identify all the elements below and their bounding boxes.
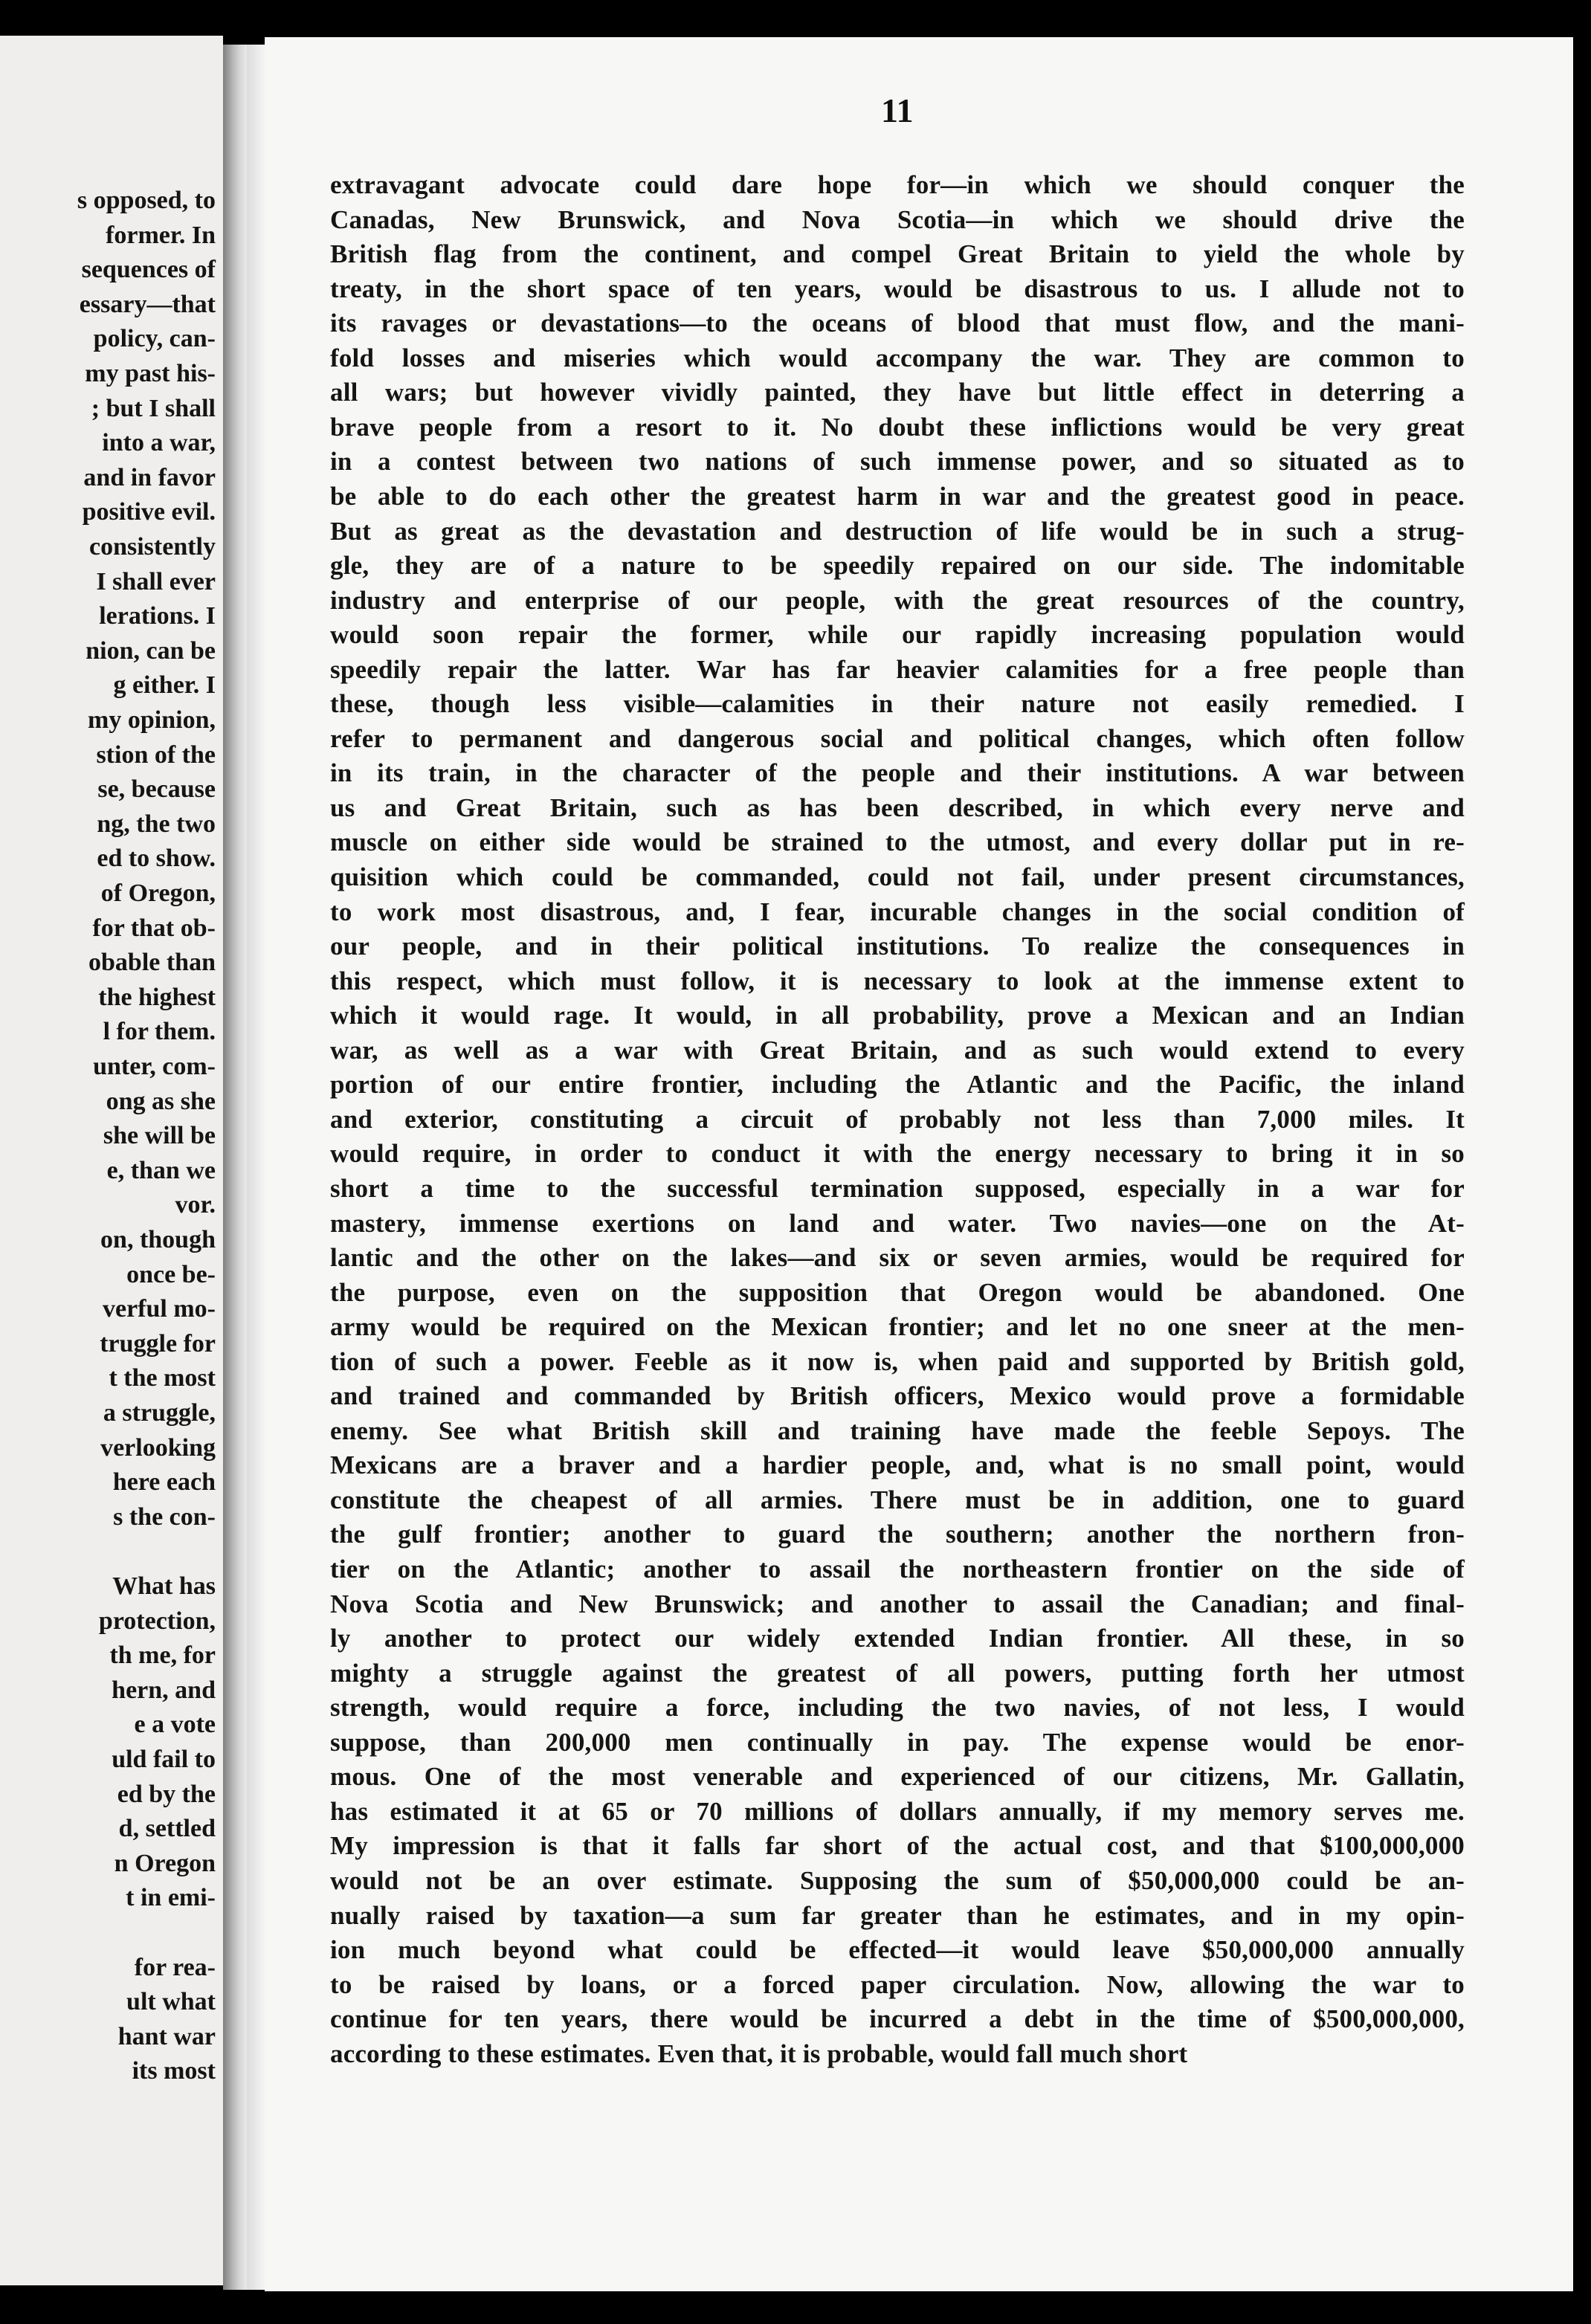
facing-page-line: verful mo- xyxy=(102,1295,216,1323)
facing-page-edge xyxy=(0,36,223,2285)
text-line: fold losses and miseries which would accompany the war. They are common to xyxy=(330,343,1465,372)
text-line: ion much beyond what could be effected—it would leave $50,000,000 annually xyxy=(330,1935,1465,1965)
text-line: muscle on either side would be strained to the utmost, and every dollar put in re- xyxy=(330,827,1465,857)
facing-page-line: into a war, xyxy=(102,429,216,457)
text-line: which it would rage. It would, in all probability, prove a Mexican and an Indian xyxy=(330,1001,1465,1030)
facing-page-line: d, settled xyxy=(118,1815,216,1843)
text-line: lantic and the other on the lakes—and six or seven armies, would be required for xyxy=(330,1243,1465,1273)
text-line: constitute the cheapest of all armies. There must be in addition, one to guard xyxy=(330,1485,1465,1514)
facing-page-line: se, because xyxy=(97,775,216,804)
text-line: gle, they are of a nature to be speedily repaired on our side. The indomitable xyxy=(330,551,1465,581)
facing-page-line: a struggle, xyxy=(103,1399,216,1427)
text-line: strength, would require a force, including the two navies, of not less, I would xyxy=(330,1693,1465,1723)
facing-page-line: vor. xyxy=(175,1191,216,1219)
text-line: portion of our entire frontier, including the Atlantic and the Pacific, the inland xyxy=(330,1070,1465,1100)
facing-page-line: ; but I shall xyxy=(91,394,216,422)
facing-page-line: my past his- xyxy=(85,360,216,387)
text-line: continue for ten years, there would be incurred a debt in the time of $500,000,000, xyxy=(330,2004,1465,2034)
facing-page-line: stion of the xyxy=(96,740,216,769)
facing-page-line: essary—that xyxy=(79,290,216,318)
text-line: brave people from a resort to it. No doubt these inflictions would be very great xyxy=(330,412,1465,442)
text-line: these, though less visible—calamities in their nature not easily remedied. I xyxy=(330,689,1465,719)
facing-page-line: consistently xyxy=(89,533,216,561)
text-line: short a time to the successful termination supposed, especially in a war for xyxy=(330,1173,1465,1203)
facing-page-line: she will be xyxy=(103,1122,216,1150)
text-line: to be raised by loans, or a forced paper circulation. Now, allowing the war to xyxy=(330,1969,1465,1999)
facing-page-line: unter, com- xyxy=(93,1053,216,1080)
facing-page-line: uld fail to xyxy=(112,1746,216,1773)
facing-page-line: my opinion, xyxy=(88,706,216,734)
facing-page-line: policy, can- xyxy=(93,325,216,353)
facing-page-line: for rea- xyxy=(134,1953,216,1981)
facing-page-line: of Oregon, xyxy=(100,879,216,907)
text-line: extravagant advocate could dare hope for—in which we should conquer the xyxy=(330,170,1465,199)
text-line: army would be required on the Mexican frontier; and let no one sneer at the men- xyxy=(330,1312,1465,1342)
text-line: Canadas, New Brunswick, and Nova Scotia—in which we should drive the xyxy=(330,204,1465,234)
text-line: to work most disastrous, and, I fear, incurable changes in the social condition of xyxy=(330,897,1465,926)
facing-page-line: verlooking xyxy=(100,1433,216,1462)
facing-page-line: ong as she xyxy=(106,1087,216,1115)
text-line: British flag from the continent, and compel Great Britain to yield the whole by xyxy=(330,239,1465,269)
facing-page-line: e a vote xyxy=(134,1711,216,1739)
facing-page-line: its most xyxy=(132,2057,216,2085)
text-line: mighty a struggle against the greatest of all powers, putting forth her utmost xyxy=(330,1658,1465,1688)
text-line: us and Great Britain, such as has been described, in which every nerve and xyxy=(330,793,1465,822)
text-line: industry and enterprise of our people, with the great resources of the country, xyxy=(330,585,1465,615)
facing-page-line: nion, can be xyxy=(85,636,216,665)
facing-page-line: g either. I xyxy=(113,671,216,700)
text-line: according to these estimates. Even that, it is probable, would fall much short xyxy=(330,2039,1188,2068)
text-line: would soon repair the former, while our rapidly increasing population would xyxy=(330,620,1465,650)
text-line: mous. One of the most venerable and experienced of our citizens, Mr. Gallatin, xyxy=(330,1762,1465,1792)
text-line: would require, in order to conduct it with the energy necessary to bring it in so xyxy=(330,1139,1465,1169)
facing-page-line: e, than we xyxy=(106,1156,216,1184)
text-line: war, as well as a war with Great Britain, and as such would extend to every xyxy=(330,1035,1465,1065)
text-line: the gulf frontier; another to guard the southern; another the northern fron- xyxy=(330,1520,1465,1549)
text-line: all wars; but however vividly painted, they have but little effect in deterring a xyxy=(330,378,1465,407)
facing-page-line: ed to show. xyxy=(97,845,216,873)
text-line: tion of such a power. Feeble as it now is, when paid and supported by British gold, xyxy=(330,1346,1465,1376)
facing-page-line: t the most xyxy=(109,1364,216,1392)
text-line: tier on the Atlantic; another to assail the northeastern frontier on the side of xyxy=(330,1555,1465,1584)
text-line: enemy. See what British skill and training have made the feeble Sepoys. The xyxy=(330,1416,1465,1445)
text-line: would not be an over estimate. Supposing the sum of $50,000,000 could be an- xyxy=(330,1865,1465,1895)
facing-page-line: sequences of xyxy=(81,256,216,284)
facing-page-line: and in favor xyxy=(83,463,216,491)
text-line: suppose, than 200,000 men continually in pay. The expense would be enor- xyxy=(330,1727,1465,1757)
gutter-shadow xyxy=(247,45,265,2290)
facing-page-line: l for them. xyxy=(103,1018,216,1046)
facing-page-line: s opposed, to xyxy=(77,187,216,214)
text-line: the purpose, even on the supposition that Oregon would be abandoned. One xyxy=(330,1277,1465,1307)
facing-page-line: here each xyxy=(112,1468,216,1497)
text-line: its ravages or devastations—to the oceans of blood that must flow, and the mani- xyxy=(330,309,1465,338)
facing-page-line: ng, the two xyxy=(97,810,216,838)
book-gutter xyxy=(223,45,247,2290)
text-line: in a contest between two nations of such immense power, and so situated as to xyxy=(330,447,1465,477)
facing-page-line: ult what xyxy=(126,1988,216,2016)
facing-page-line: hant war xyxy=(117,2022,216,2050)
text-line: and exterior, constituting a circuit of probably not less than 7,000 miles. It xyxy=(330,1104,1465,1134)
text-line: My impression is that it falls far short of the actual cost, and that $100,000,000 xyxy=(330,1831,1465,1861)
text-line: be able to do each other the greatest harm in war and the greatest good in peace. xyxy=(330,481,1465,511)
facing-page-line: t in emi- xyxy=(126,1884,216,1912)
facing-page-line: ed by the xyxy=(117,1780,216,1808)
text-line: quisition which could be commanded, could not fail, under present circumstances, xyxy=(330,862,1465,891)
facing-page-line: hern, and xyxy=(112,1676,216,1704)
text-line: treaty, in the short space of ten years, would be disastrous to us. I allude not to xyxy=(330,274,1465,303)
text-line: this respect, which must follow, it is necessary to look at the immense extent to xyxy=(330,966,1465,995)
text-line: mastery, immense exertions on land and water. Two navies—one on the At- xyxy=(330,1208,1465,1238)
facing-page-line: for that ob- xyxy=(92,914,216,942)
facing-page-line: positive evil. xyxy=(82,498,216,526)
page-number: 11 xyxy=(881,91,914,129)
facing-page-line: What has xyxy=(112,1572,216,1600)
facing-page-line: s the con- xyxy=(113,1502,216,1531)
text-line: in its train, in the character of the people and their institutions. A war between xyxy=(330,758,1465,788)
facing-page-line: lerations. I xyxy=(99,602,216,630)
facing-page-line: protection, xyxy=(98,1607,216,1635)
text-line: But as great as the devastation and destruction of life would be in such a strug- xyxy=(330,516,1465,546)
text-line: our people, and in their political institutions. To realize the consequences in xyxy=(330,932,1465,961)
text-line: speedily repair the latter. War has far heavier calamities for a free people than xyxy=(330,654,1465,684)
text-line: refer to permanent and dangerous social and political changes, which often follow xyxy=(330,723,1465,753)
text-line: Mexicans are a braver and a hardier people, and, what is no small point, would xyxy=(330,1450,1465,1480)
text-line: Nova Scotia and New Brunswick; and another to assail the Canadian; and final- xyxy=(330,1589,1465,1618)
facing-page-line: n Oregon xyxy=(114,1849,216,1877)
facing-page-line: truggle for xyxy=(100,1329,216,1358)
facing-page-line: th me, for xyxy=(109,1642,216,1670)
text-line: ly another to protect our widely extended Indian frontier. All these, in so xyxy=(330,1624,1465,1653)
text-line: and trained and commanded by British officers, Mexico would prove a formidable xyxy=(330,1381,1465,1411)
facing-page-line: I shall ever xyxy=(96,567,216,595)
text-line: has estimated it at 65 or 70 millions of dollars annually, if my memory serves me. xyxy=(330,1796,1465,1826)
facing-page-line: the highest xyxy=(98,983,216,1011)
text-line: nually raised by taxation—a sum far greater than he estimates, and in my opin- xyxy=(330,1900,1465,1930)
facing-page-line: on, though xyxy=(100,1226,216,1253)
facing-page-line: obable than xyxy=(88,949,216,977)
facing-page-line: once be- xyxy=(126,1260,216,1288)
facing-page-line: former. In xyxy=(106,221,216,249)
